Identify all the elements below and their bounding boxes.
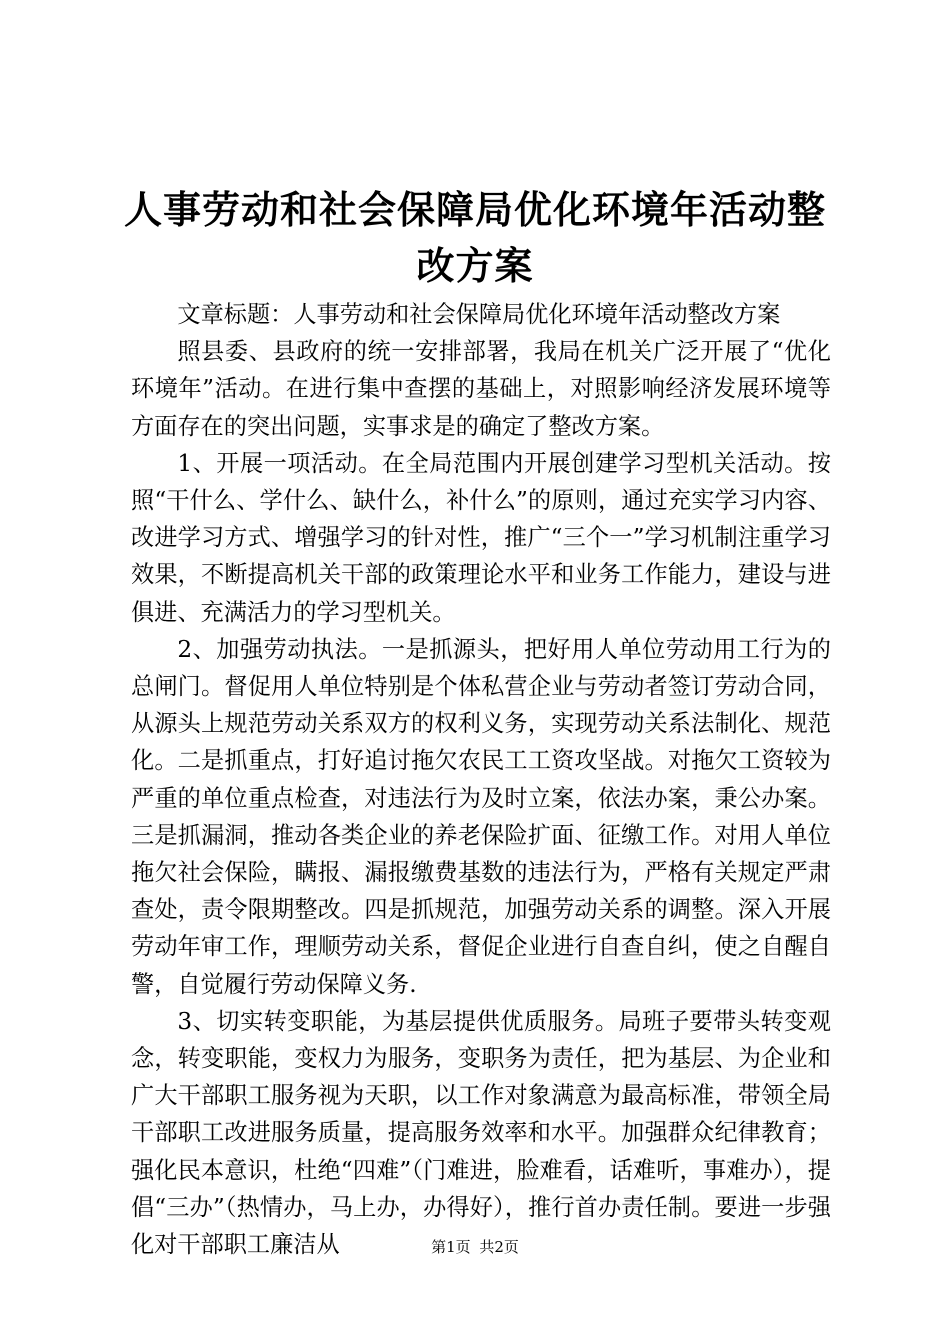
article-title-line: 文章标题：人事劳动和社会保障局优化环境年活动整改方案 — [177, 301, 781, 328]
document-title: 人事劳动和社会保障局优化环境年活动整改方案 — [123, 188, 826, 288]
item-3-paragraph: 3、切实转变职能，为基层提供优质服务。局班子要带头转变观念，转变职能，变权力为服务，变职务为责任，把为基层、为企业和广大干部职工服务视为天职，以工作对象满意为最高标准，带领全局干部职工改进服务质量，提高服务效率和水平。加强群众纪律教育；强化民本意识，杜绝“四难”（门难进，脸难看，话难听，事难办），提倡“三办”（热情办，马上办，办得好），推行首办责任制。要进一步强化对干部职工廉洁从 — [131, 1007, 831, 1259]
page-footer: 第1页 共2页 — [431, 1238, 519, 1256]
item-2-paragraph: 2、加强劳动执法。一是抓源头，把好用人单位劳动用工行为的总闸门。督促用人单位特别是个体私营企业与劳动者签订劳动合同，从源头上规范劳动关系双方的权利义务，实现劳动关系法制化、规范化。二是抓重点，打好追讨拖欠农民工工资攻坚战。对拖欠工资较为严重的单位重点检查，对违法行为及时立案，依法办案，秉公办案。三是抓漏洞，推动各类企业的养老保险扩面、征缴工作。对用人单位拖欠社会保险，瞒报、漏报缴费基数的违法行为，严格有关规定严肃查处，责令限期整改。四是抓规范，加强劳动关系的调整。深入开展劳动年审工作，理顺劳动关系，督促企业进行自查自纠，使之自醒自警，自觉履行劳动保障义务. — [131, 635, 831, 998]
document-body — [131, 296, 831, 1263]
item-1-paragraph: 1、开展一项活动。在全局范围内开展创建学习型机关活动。按照“干什么、学什么、缺什么，补什么”的原则，通过充实学习内容、改进学习方式、增强学习的针对性，推广“三个一”学习机制注重学习效果，不断提高机关干部的政策理论水平和业务工作能力，建设与进俱进、充满活力的学习型机关。 — [131, 449, 831, 626]
intro-paragraph: 照县委、县政府的统一安排部署，我局在机关广泛开展了“优化环境年”活动。在进行集中查摆的基础上，对照影响经济发展环境等方面存在的突出问题，实事求是的确定了整改方案。 — [131, 338, 831, 440]
